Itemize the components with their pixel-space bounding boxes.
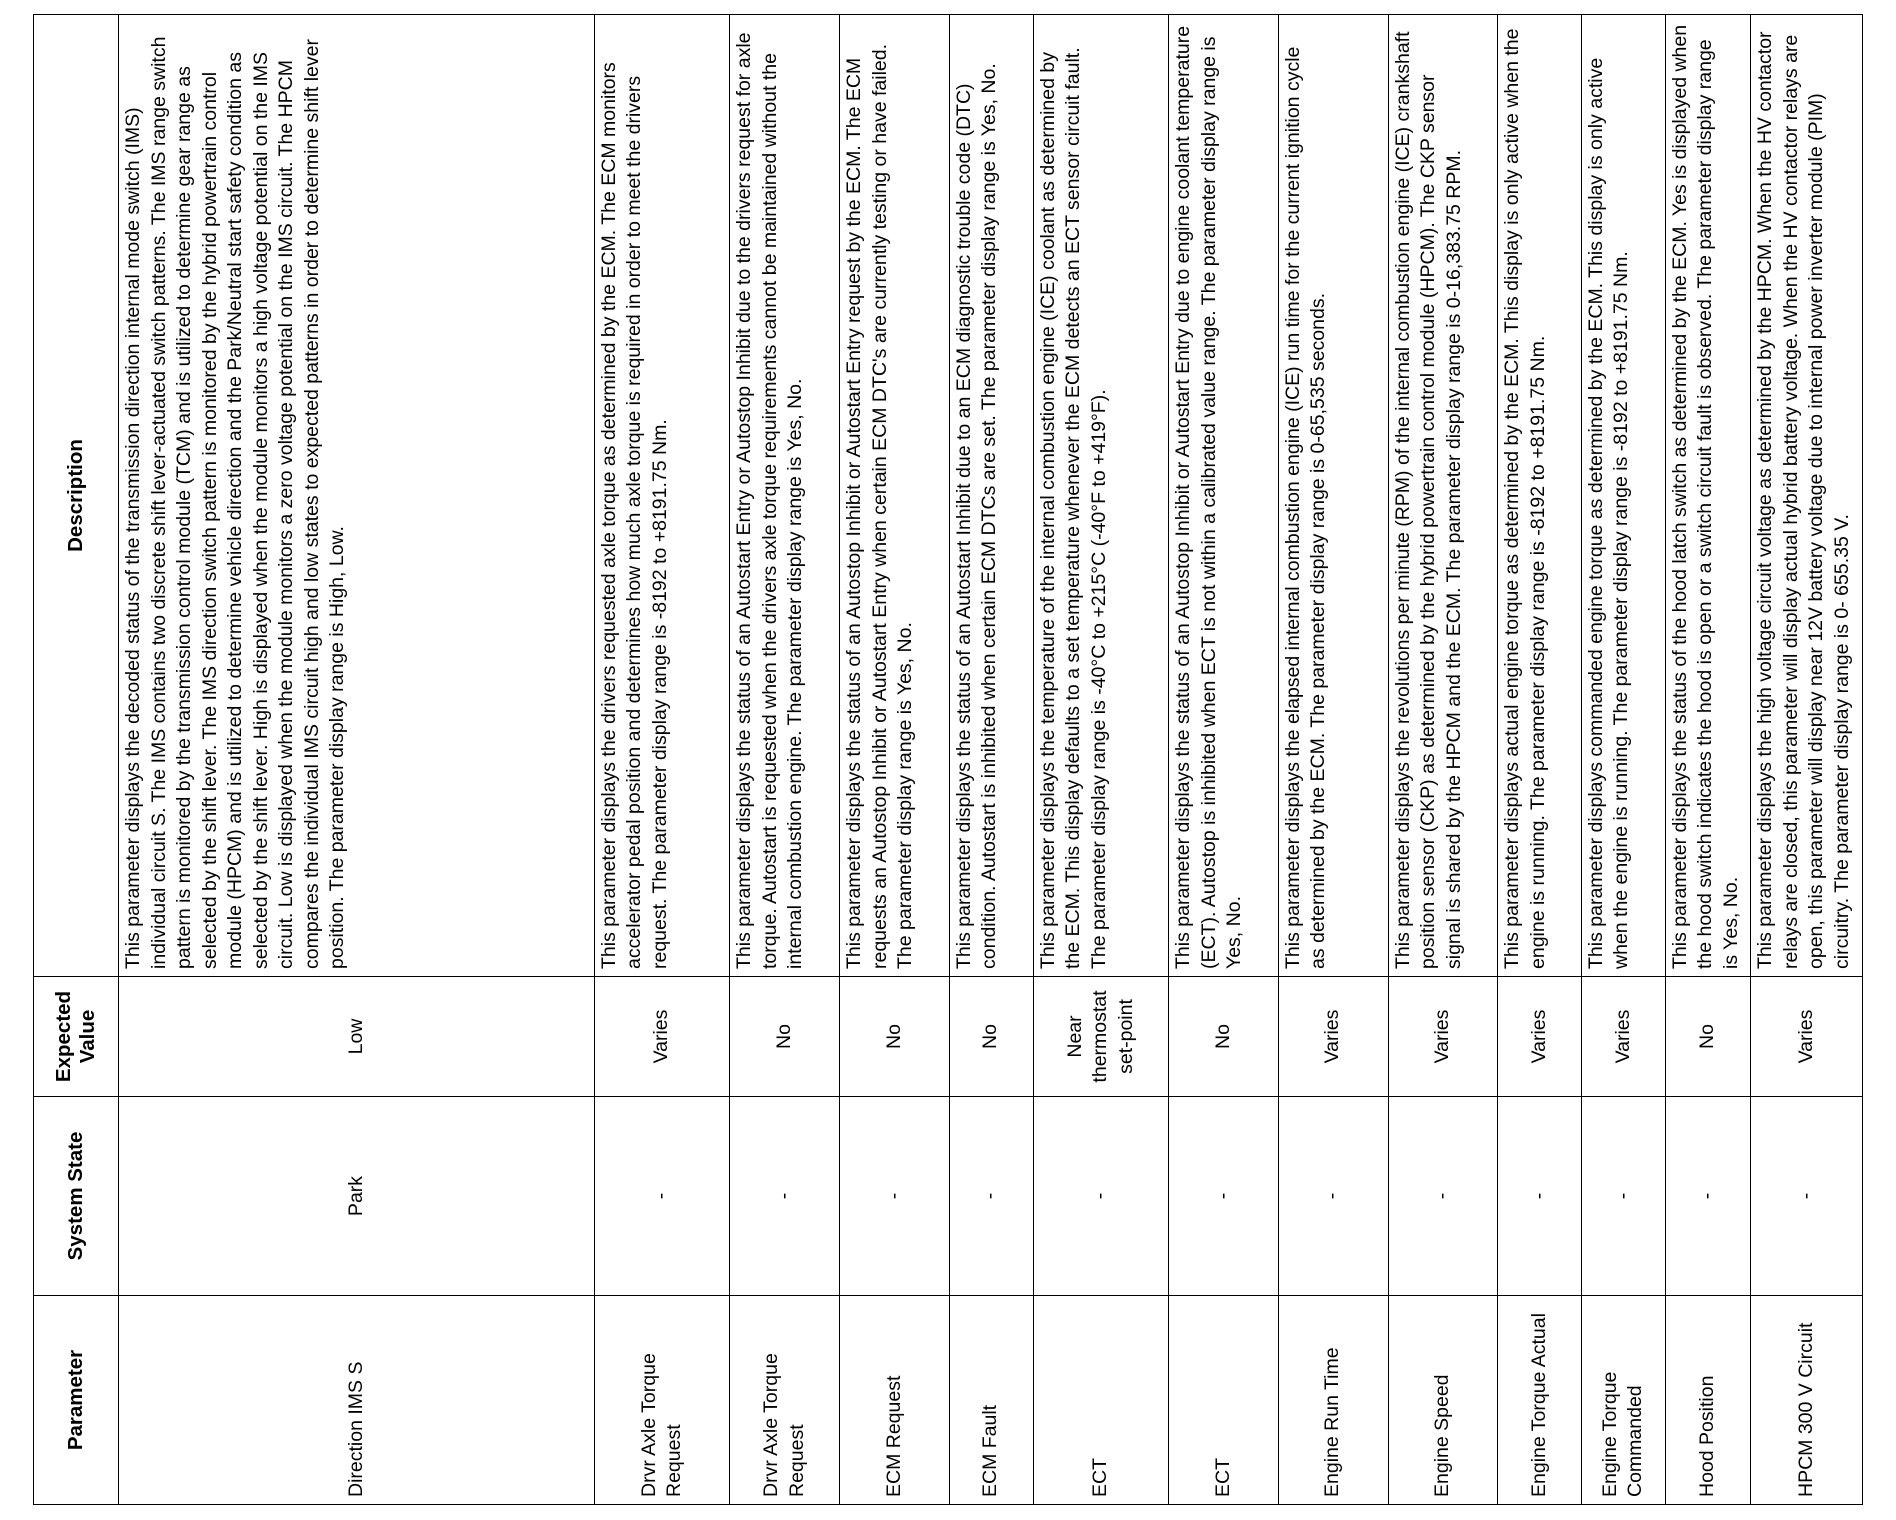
parameter-cell: Engine Torque Actual [1498, 1296, 1582, 1505]
description-cell: This parameter displays the decoded status of the transmission direction internal mode switch (IMS) individual circuit S. The IMS contains two discrete shift lever-actuated switch patterns. The IMS range switch pattern is monitored by the transmission control module (TCM) and is utilized to determine gear range as selected by the shift lever. The IMS direction switch pattern is monitored by the hybrid powertrain control module (HPCM) and is utilized to determine vehicle direction and the Park/Neutral start safety condition as selected by the shift lever. High is displayed when the module monitors a high voltage potential on the IMS circuit. Low is displayed when the module monitors a zero voltage potential on the IMS circuit. The HPCM compares the individual IMS circuit high and low states to expected patterns in order to determine shift lever position. The parameter display range is High, Low. [119, 15, 595, 977]
table-row [1581, 15, 1665, 1505]
system-state-cell: - [1751, 1097, 1863, 1296]
parameter-cell: Engine Run Time [1278, 1296, 1388, 1505]
header-description: Description [34, 15, 119, 977]
header-row [34, 15, 119, 1505]
system-state-cell: - [1033, 1097, 1169, 1296]
system-state-cell: - [1278, 1097, 1388, 1296]
system-state-cell: - [949, 1097, 1033, 1296]
description-cell: This parameter displays the temperature of the internal combustion engine (ICE) coolant as determined by the ECM. This display defaults to a set temperature whenever the ECM detects an ECT sensor circuit fault. The parameter display range is -40°C to +215°C (-40°F to +419°F). [1033, 15, 1169, 977]
table-row [1388, 15, 1498, 1505]
description-cell: This parameter displays the status of an Autostart Entry or Autostop Inhibit due to the drivers request for axle torque. Autostart is requested when the drivers axle torque requirements cannot be maintained without the internal combustion engine. The parameter display range is Yes, No. [730, 15, 840, 977]
description-cell: This parameter displays the elapsed internal combustion engine (ICE) run time for the current ignition cycle as determined by the ECM. The parameter display range is 0-65,535 seconds. [1278, 15, 1388, 977]
expected-value-cell: Near thermostat set-point [1033, 977, 1169, 1097]
parameter-cell: Hood Position [1665, 1296, 1750, 1505]
description-cell: This parameter displays the status of an Autostop Inhibit or Autostart Entry due to engine coolant temperature (ECT). Autostop is inhibited when ECT is not within a calibrated value range. The parameter display range is Yes, No. [1169, 15, 1279, 977]
table-row [594, 15, 730, 1505]
table-row [1033, 15, 1169, 1505]
header-expected-value: Expected Value [34, 977, 119, 1097]
system-state-cell: - [1498, 1097, 1582, 1296]
expected-value-cell: Varies [1498, 977, 1582, 1097]
system-state-cell: - [1169, 1097, 1279, 1296]
system-state-cell: - [1665, 1097, 1750, 1296]
table-row [1751, 15, 1863, 1505]
header-parameter: Parameter [34, 1296, 119, 1505]
description-cell: This parameter displays the status of the hood latch switch as determined by the ECM. Yes is displayed when the hood switch indicates the hood is open or a switch circuit fault is observed. The parameter display range is Yes, No. [1665, 15, 1750, 977]
table-row [840, 15, 950, 1505]
expected-value-cell: Varies [1388, 977, 1498, 1097]
expected-value-cell: Varies [594, 977, 730, 1097]
parameter-cell: Drvr Axle Torque Request [594, 1296, 730, 1505]
parameter-cell: ECM Fault [949, 1296, 1033, 1505]
table-row [949, 15, 1033, 1505]
expected-value-cell: No [949, 977, 1033, 1097]
system-state-cell: - [1581, 1097, 1665, 1296]
parameter-cell: ECT [1169, 1296, 1279, 1505]
table-row [1498, 15, 1582, 1505]
description-cell: This parameter displays the high voltage circuit voltage as determined by the HPCM. When the HV contactor relays are closed, this parameter will display actual hybrid battery voltage. When the HV contactor relays are open, this parameter will display near 12V battery voltage due to internal power inverter module (PIM) circuitry. The parameter display range is 0- 655.35 V. [1751, 15, 1863, 977]
system-state-cell: - [840, 1097, 950, 1296]
description-cell: This parameter displays the status of an Autostart Inhibit due to an ECM diagnostic trouble code (DTC) condition. Autostart is inhibited when certain ECM DTCs are set. The parameter display range is Yes, No. [949, 15, 1033, 977]
description-cell: This parameter displays the drivers requested axle torque as determined by the ECM. The ECM monitors accelerator pedal position and determines how much axle torque is required in order to meet the drivers request. The parameter display range is -8192 to +8191.75 Nm. [594, 15, 730, 977]
expected-value-cell: No [1665, 977, 1750, 1097]
parameter-cell: Engine Speed [1388, 1296, 1498, 1505]
expected-value-cell: No [840, 977, 950, 1097]
parameter-cell: HPCM 300 V Circuit [1751, 1296, 1863, 1505]
expected-value-cell: No [1169, 977, 1279, 1097]
table-row [730, 15, 840, 1505]
system-state-cell: - [594, 1097, 730, 1296]
parameter-table [33, 14, 1863, 1505]
expected-value-cell: Varies [1278, 977, 1388, 1097]
description-cell: This parameter displays commanded engine torque as determined by the ECM. This display is only active when the engine is running. The parameter display range is -8192 to +8191.75 Nm. [1581, 15, 1665, 977]
table-row [1665, 15, 1750, 1505]
description-cell: This parameter displays actual engine torque as determined by the ECM. This display is only active when the engine is running. The parameter display range is -8192 to +8191.75 Nm. [1498, 15, 1582, 977]
description-cell: This parameter displays the status of an Autostop Inhibit or Autostart Entry request by the ECM. The ECM requests an Autostop Inhibit or Autostart Entry when certain ECM DTC's are currently testing or have failed. The parameter display range is Yes, No. [840, 15, 950, 977]
table-row [1278, 15, 1388, 1505]
expected-value-cell: No [730, 977, 840, 1097]
expected-value-cell: Low [119, 977, 595, 1097]
expected-value-cell: Varies [1751, 977, 1863, 1097]
parameter-cell: Drvr Axle Torque Request [730, 1296, 840, 1505]
expected-value-cell: Varies [1581, 977, 1665, 1097]
table-row [1169, 15, 1279, 1505]
description-cell: This parameter displays the revolutions per minute (RPM) of the internal combustion engine (ICE) crankshaft position sensor (CKP) as determined by the hybrid powertrain control module (HPCM). The CKP sensor signal is shared by the HPCM and the ECM. The parameter display range is 0-16,383.75 RPM. [1388, 15, 1498, 977]
parameter-cell: Engine Torque Commanded [1581, 1296, 1665, 1505]
system-state-cell: Park [119, 1097, 595, 1296]
parameter-cell: Direction IMS S [119, 1296, 595, 1505]
parameter-cell: ECM Request [840, 1296, 950, 1505]
system-state-cell: - [730, 1097, 840, 1296]
parameter-cell: ECT [1033, 1296, 1169, 1505]
table-row [119, 15, 595, 1505]
header-system-state: System State [34, 1097, 119, 1296]
system-state-cell: - [1388, 1097, 1498, 1296]
